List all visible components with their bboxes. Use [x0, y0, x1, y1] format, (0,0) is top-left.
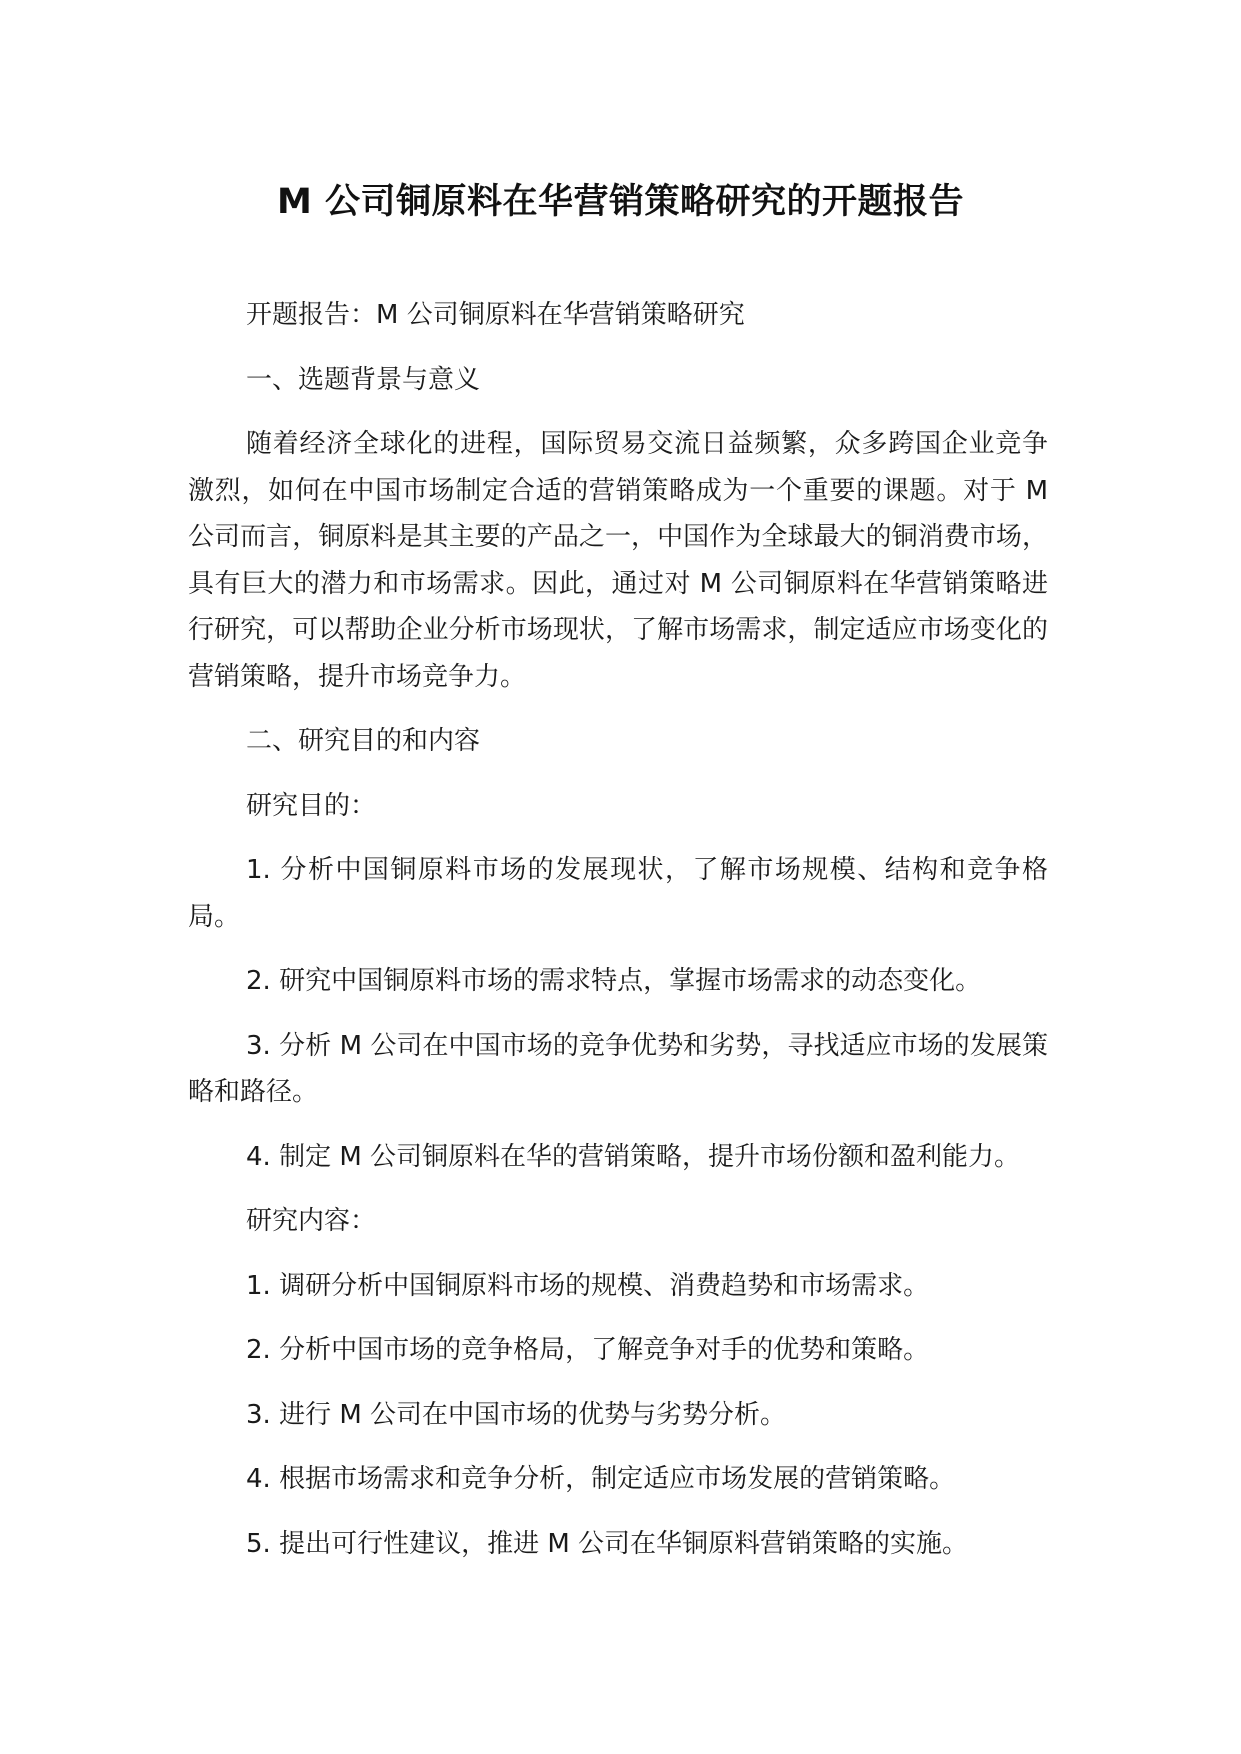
- content-item-1: 1. 调研分析中国铜原料市场的规模、消费趋势和市场需求。: [246, 1270, 930, 1301]
- section-heading-purpose-content: 二、研究目的和内容: [246, 726, 481, 756]
- content-item-5: 5. 提出可行性建议，推进 M 公司在华铜原料营销策略的实施。: [246, 1528, 969, 1559]
- purpose-item-4: 4. 制定 M 公司铜原料在华的营销策略，提升市场份额和盈利能力。: [246, 1141, 1021, 1172]
- purpose-item-1: 1. 分析中国铜原料市场的发展现状，了解市场规模、结构和竞争格局。: [188, 855, 1048, 932]
- section-heading-background: 一、选题背景与意义: [246, 364, 481, 395]
- content-item-4: 4. 根据市场需求和竞争分析，制定适应市场发展的营销策略。: [246, 1464, 956, 1494]
- document-title: M 公司铜原料在华营销策略研究的开题报告: [276, 182, 965, 222]
- research-purpose-label: 研究目的：: [246, 790, 377, 821]
- content-item-2: 2. 分析中国市场的竞争格局，了解竞争对手的优势和策略。: [246, 1335, 930, 1365]
- research-content-label: 研究内容：: [246, 1206, 377, 1236]
- purpose-item-2: 2. 研究中国铜原料市场的需求特点，掌握市场需求的动态变化。: [246, 966, 982, 996]
- purpose-item-3: 3. 分析 M 公司在中国市场的竞争优势和劣势，寻找适应市场的发展策略和路径。: [188, 1030, 1048, 1107]
- background-paragraph: 随着经济全球化的进程，国际贸易交流日益频繁，众多跨国企业竞争激烈，如何在中国市场制定合适的营销策略成为一个重要的课题。对于 M 公司而言，铜原料是其主要的产品之一，中国作为全球最大的铜消费市场，具有巨大的潜力和市场需求。因此，通过对 M 公司铜原料在华营销策略进行研究，可以帮助企业分析市场现状，了解市场需求，制定适应市场变化的营销策略，提升市场竞争力。: [188, 429, 1048, 692]
- document-body: [188, 292, 1048, 1585]
- report-subtitle: 开题报告：M 公司铜原料在华营销策略研究: [246, 300, 745, 330]
- content-item-3: 3. 进行 M 公司在中国市场的优势与劣势分析。: [246, 1399, 787, 1430]
